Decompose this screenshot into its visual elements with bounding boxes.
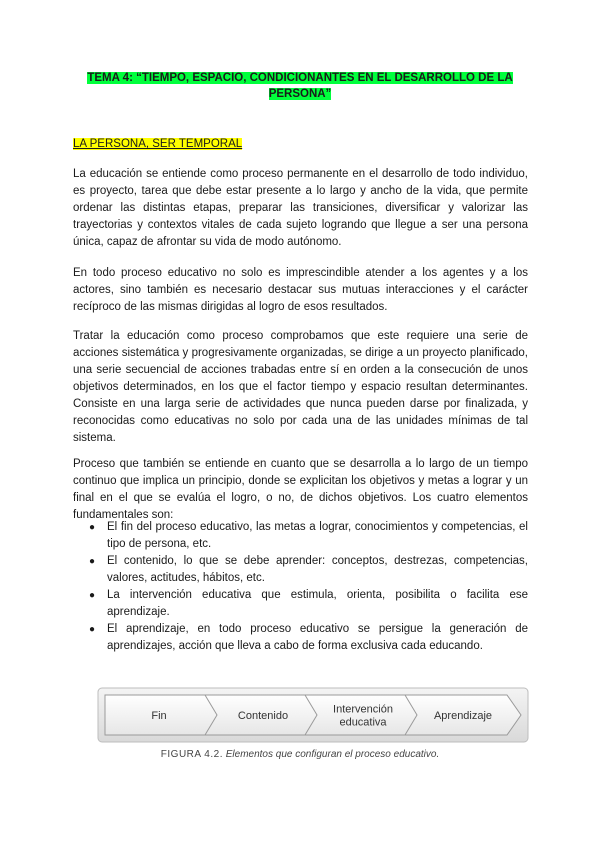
paragraph-2: En todo proceso educativo no solo es imprescindible atender a los agentes y a los actores, sino también es necesario destacar sus mutuas interacciones y el carácter recíproco de las mismas dirigidas al logro de esos resultados. (73, 267, 528, 313)
diagram-stage-label-line: educativa (339, 716, 387, 729)
bullet-icon: ● (89, 556, 96, 567)
diagram-stage-label-line: Contenido (237, 710, 289, 722)
bullet-icon: ● (89, 522, 96, 533)
figure-caption-text: Elementos que configuran el proceso educativo. (225, 749, 440, 760)
bullet-icon: ● (89, 590, 96, 601)
figure-caption-label: FIGURA 4.2. (160, 749, 223, 760)
list-item-text: La intervención educativa que estimula, orienta, posibilita o facilita ese aprendizaje. (107, 589, 528, 618)
diagram-stage-label (333, 704, 393, 729)
process-diagram (97, 684, 529, 754)
list-item (73, 621, 528, 655)
elements-list (73, 519, 528, 655)
bullet-icon: ● (89, 624, 96, 635)
document-title-text: TEMA 4: “TIEMPO, ESPACIO, CONDICIONANTES EN EL DESARROLLO DE LA PERSONA” (87, 72, 513, 100)
section-heading (73, 137, 242, 152)
document-title (70, 70, 530, 102)
list-item-text: El aprendizaje, en todo proceso educativo se persigue la generación de aprendizajes, acción que lleva a cabo de forma exclusiva cada educando. (107, 623, 528, 652)
diagram-stage-label-line: Aprendizaje (433, 710, 493, 722)
diagram-stage-label (434, 710, 492, 722)
paragraph-4: Proceso que también se entiende en cuanto que se desarrolla a lo largo de un tiempo continuo que implica un principio, donde se explicitan los objetivos y metas a lograr y un final en el que se evalúa el logro, o no, de dichos objetivos. Los cuatro elementos fundamentales son: (73, 458, 528, 521)
list-item (73, 587, 528, 621)
diagram-stage-label-line: Intervención (333, 703, 393, 716)
diagram-stage-label-line: Fin (151, 710, 167, 722)
diagram-stage-label (151, 710, 166, 722)
section-heading-text: LA PERSONA, SER TEMPORAL (73, 138, 243, 150)
figure-caption (0, 749, 600, 760)
list-item-text: El fin del proceso educativo, las metas a lograr, conocimientos y competencias, el tipo de persona, etc. (107, 521, 528, 550)
list-item-text: El contenido, lo que se debe aprender: conceptos, destrezas, competencias, valores, actitudes, hábitos, etc. (107, 555, 528, 584)
list-item (73, 553, 528, 587)
list-item (73, 519, 528, 553)
diagram-stage-label (238, 710, 288, 722)
paragraph-1: La educación se entiende como proceso permanente en el desarrollo de todo individuo, es proyecto, tarea que debe estar presente a lo largo y ancho de la vida, que permite ordenar las distintas etapas, preparar las transiciones, diversificar y valorizar las trayectorias y contextos vitales de cada sujeto logrando que llegue a ser una persona única, capaz de afrontar su vida de modo autónomo. (73, 168, 528, 248)
paragraph-3: Tratar la educación como proceso comprobamos que este requiere una serie de acciones sistemática y progresivamente organizadas, se dirige a un proyecto planificado, una serie secuencial de acciones trabadas entre sí en orden a la consecución de unos objetivos determinados, en los que el factor tiempo y espacio resultan determinantes. Consiste en una larga serie de actividades que nunca pueden darse por finalizada, y reconocidas como educativas no solo por cada una de las unidades mínimas de tal sistema. (73, 330, 528, 444)
